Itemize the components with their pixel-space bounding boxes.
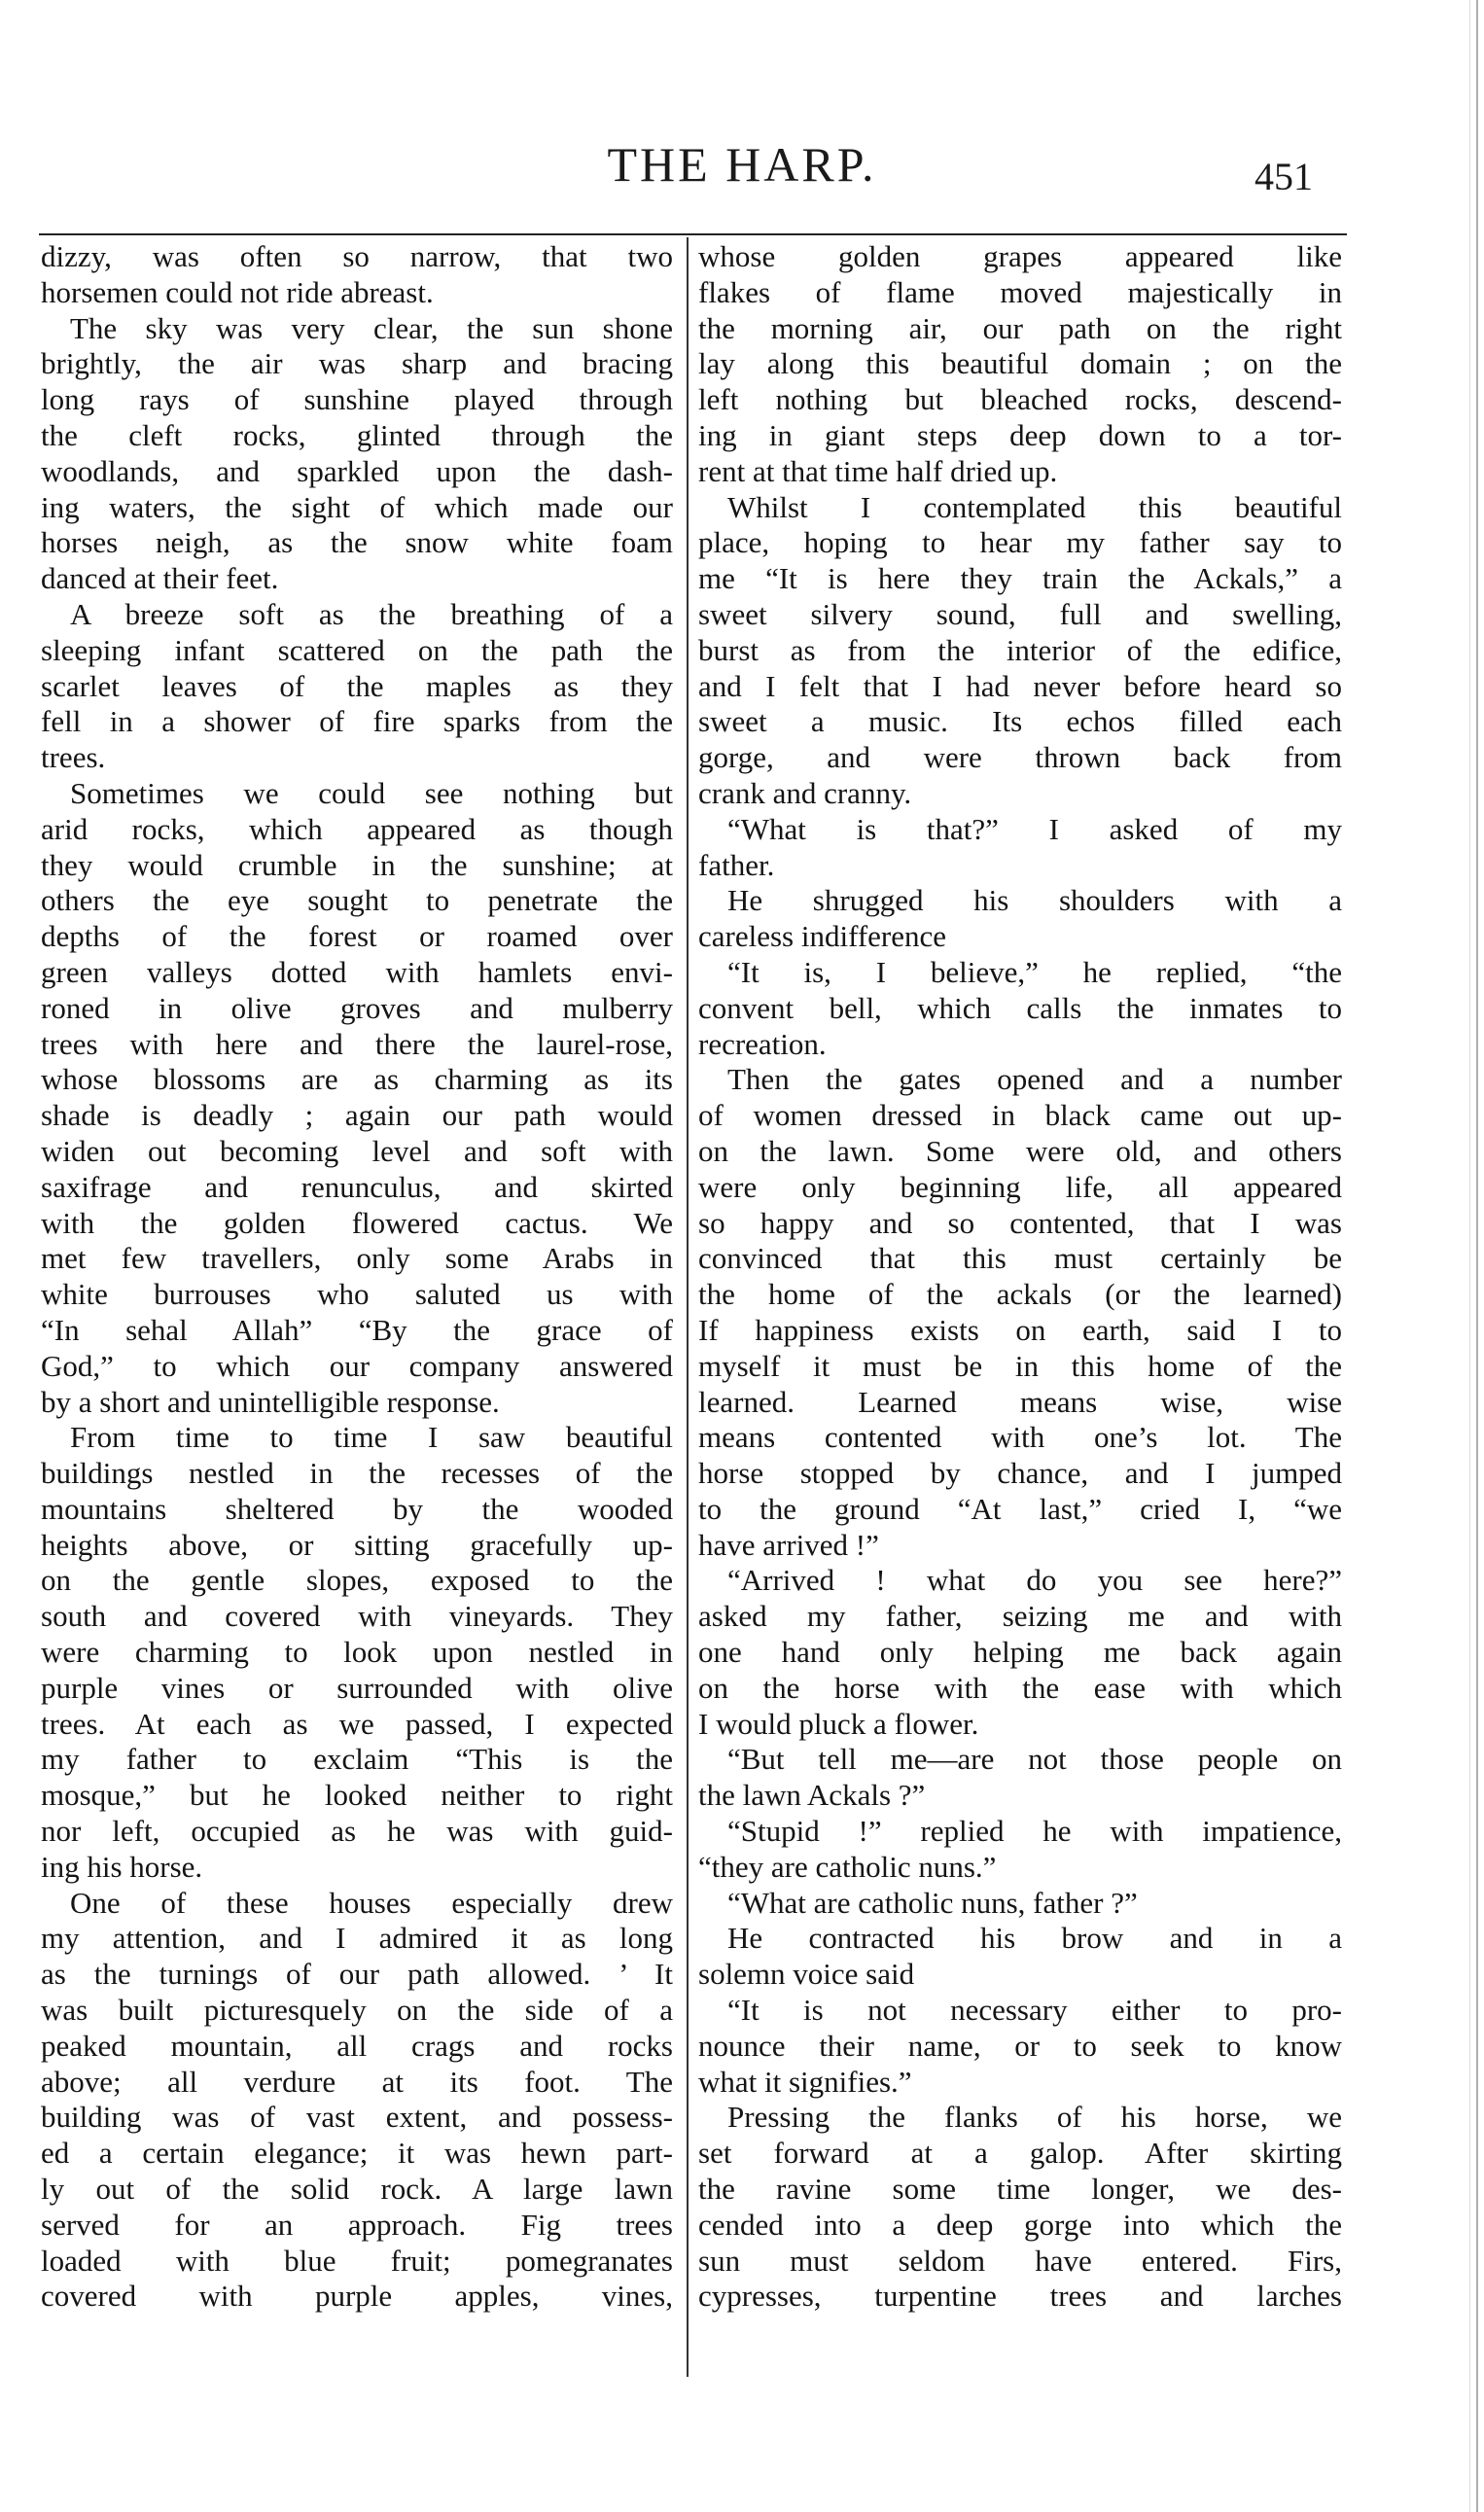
text-line: flakes of flame moved majestically in: [698, 274, 1342, 309]
text-line: covered with purple apples, vines,: [41, 2279, 673, 2314]
text-line: mosque,” but he looked neither to right: [41, 1778, 673, 1813]
text-line: on the horse with the ease with which: [698, 1670, 1342, 1705]
text-line: sleeping infant scattered on the path the: [41, 632, 673, 667]
text-line: with the golden flowered cactus. We: [41, 1205, 673, 1240]
text-line: ing in giant steps deep down to a tor-: [698, 417, 1342, 452]
text-line: whose blossoms are as charming as its: [41, 1062, 673, 1097]
text-line: trees.: [41, 740, 106, 775]
text-line: woodlands, and sparkled upon the dash-: [41, 453, 673, 488]
text-line: The sky was very clear, the sun shone: [70, 310, 673, 345]
text-line: careless indifference: [698, 919, 947, 954]
text-line: shade is deadly ; again our path would: [41, 1098, 673, 1133]
text-line: crank and cranny.: [698, 775, 912, 810]
text-line: above; all verdure at its foot. The: [41, 2064, 673, 2099]
text-line: the morning air, our path on the right: [698, 310, 1342, 345]
text-line: Whilst I contemplated this beautiful: [727, 489, 1342, 524]
text-line: met few travellers, only some Arabs in: [41, 1241, 673, 1276]
text-line: arid rocks, which appeared as though: [41, 811, 673, 846]
text-line: one hand only helping me back again: [698, 1635, 1342, 1670]
text-line: father.: [698, 847, 775, 882]
text-line: God,” to which our company answered: [41, 1348, 673, 1383]
text-line: on the lawn. Some were old, and others: [698, 1133, 1342, 1168]
text-line: means contented with one’s lot. The: [698, 1420, 1342, 1455]
text-line: “Stupid !” replied he with impatience,: [727, 1814, 1342, 1849]
text-line: brightly, the air was sharp and bracing: [41, 346, 673, 381]
text-line: the home of the ackals (or the learned): [698, 1277, 1342, 1312]
text-line: solemn voice said: [698, 1957, 915, 1992]
text-line: place, hoping to hear my father say to: [698, 525, 1342, 560]
text-line: sun must seldom have entered. Firs,: [698, 2243, 1342, 2278]
text-line: were only beginning life, all appeared: [698, 1169, 1342, 1204]
text-line: served for an approach. Fig trees: [41, 2207, 673, 2242]
text-line: nor left, occupied as he was with guid-: [41, 1814, 673, 1849]
text-line: burst as from the interior of the edifice,: [698, 632, 1342, 667]
column-divider: [687, 237, 689, 2377]
text-line: south and covered with vineyards. They: [41, 1599, 673, 1634]
text-line: danced at their feet.: [41, 561, 279, 596]
text-line: ly out of the solid rock. A large lawn: [41, 2172, 673, 2207]
text-line: the lawn Ackals ?”: [698, 1778, 926, 1813]
text-line: purple vines or surrounded with olive: [41, 1670, 673, 1705]
text-line: learned. Learned means wise, wise: [698, 1384, 1342, 1419]
text-line: the ravine some time longer, we des-: [698, 2172, 1342, 2207]
text-line: “But tell me—are not those people on: [727, 1742, 1342, 1777]
text-line: was built picturesquely on the side of a: [41, 1993, 673, 2028]
header-rule: [39, 233, 1347, 235]
text-line: so happy and so contented, that I was: [698, 1205, 1342, 1240]
text-line: convent bell, which calls the inmates to: [698, 990, 1342, 1025]
text-line: Sometimes we could see nothing but: [70, 775, 673, 810]
text-line: myself it must be in this home of the: [698, 1348, 1342, 1383]
text-line: building was of vast extent, and possess-: [41, 2100, 673, 2135]
text-line: horse stopped by chance, and I jumped: [698, 1456, 1342, 1491]
text-line: white burrouses who saluted us with: [41, 1277, 673, 1312]
text-line: He shrugged his shoulders with a: [727, 883, 1342, 918]
text-line: cended into a deep gorge into which the: [698, 2207, 1342, 2242]
text-line: dizzy, was often so narrow, that two: [41, 239, 673, 273]
text-line: me “It is here they train the Ackals,” a: [698, 561, 1342, 596]
text-line: were charming to look upon nestled in: [41, 1635, 673, 1670]
text-line: others the eye sought to penetrate the: [41, 883, 673, 918]
text-line: and I felt that I had never before heard so: [698, 668, 1342, 703]
text-line: trees. At each as we passed, I expected: [41, 1706, 673, 1741]
text-line: buildings nestled in the recesses of the: [41, 1456, 673, 1491]
text-column-left: [41, 239, 673, 2315]
text-line: “It is not necessary either to pro-: [727, 1993, 1342, 2028]
text-line: I would pluck a flower.: [698, 1706, 979, 1741]
text-line: my father to exclaim “This is the: [41, 1742, 673, 1777]
text-line: “Arrived ! what do you see here?”: [727, 1563, 1342, 1598]
text-line: widen out becoming level and soft with: [41, 1133, 673, 1168]
text-line: my attention, and I admired it as long: [41, 1921, 673, 1956]
text-line: horsemen could not ride abreast.: [41, 274, 434, 309]
text-line: Pressing the flanks of his horse, we: [727, 2100, 1342, 2135]
text-line: cypresses, turpentine trees and larches: [698, 2279, 1342, 2314]
text-line: ing his horse.: [41, 1849, 203, 1884]
text-line: sweet silvery sound, full and swelling,: [698, 596, 1342, 631]
text-line: From time to time I saw beautiful: [70, 1420, 673, 1455]
page-edge-shadow: [1476, 0, 1478, 2512]
text-line: green valleys dotted with hamlets envi-: [41, 954, 673, 989]
text-line: rent at that time half dried up.: [698, 453, 1058, 488]
text-line: “What is that?” I asked of my: [727, 811, 1342, 846]
text-line: “In sehal Allah” “By the grace of: [41, 1312, 673, 1347]
text-line: Then the gates opened and a number: [727, 1062, 1342, 1097]
text-line: trees with here and there the laurel-rose,: [41, 1026, 673, 1061]
running-header-title: THE HARP.: [607, 137, 877, 192]
text-line: ed a certain elegance; it was hewn part-: [41, 2136, 673, 2171]
text-line: saxifrage and renunculus, and skirted: [41, 1169, 673, 1204]
text-line: to the ground “At last,” cried I, “we: [698, 1491, 1342, 1526]
text-line: left nothing but bleached rocks, descend-: [698, 382, 1342, 417]
page-edge-line: [1469, 0, 1470, 2512]
text-line: on the gentle slopes, exposed to the: [41, 1563, 673, 1598]
text-line: fell in a shower of fire sparks from the: [41, 704, 673, 739]
text-line: nounce their name, or to seek to know: [698, 2028, 1342, 2063]
text-line: of women dressed in black came out up-: [698, 1098, 1342, 1133]
text-line: by a short and unintelligible response.: [41, 1384, 500, 1419]
text-line: depths of the forest or roamed over: [41, 919, 673, 954]
text-line: A breeze soft as the breathing of a: [70, 596, 673, 631]
text-line: recreation.: [698, 1026, 827, 1061]
text-column-right: [698, 239, 1342, 2315]
text-line: gorge, and were thrown back from: [698, 740, 1342, 775]
text-line: set forward at a galop. After skirting: [698, 2136, 1342, 2171]
text-line: loaded with blue fruit; pomegranates: [41, 2243, 673, 2278]
text-line: roned in olive groves and mulberry: [41, 990, 673, 1025]
text-line: “It is, I believe,” he replied, “the: [727, 954, 1342, 989]
text-line: long rays of sunshine played through: [41, 382, 673, 417]
text-line: the cleft rocks, glinted through the: [41, 417, 673, 452]
text-line: peaked mountain, all crags and rocks: [41, 2028, 673, 2063]
text-line: they would crumble in the sunshine; at: [41, 847, 673, 882]
text-line: have arrived !”: [698, 1527, 879, 1562]
text-line: lay along this beautiful domain ; on the: [698, 346, 1342, 381]
text-line: “they are catholic nuns.”: [698, 1849, 997, 1884]
text-line: One of these houses especially drew: [70, 1885, 673, 1920]
text-line: as the turnings of our path allowed. ’ It: [41, 1957, 673, 1992]
text-line: what it signifies.”: [698, 2064, 912, 2099]
text-line: mountains sheltered by the wooded: [41, 1491, 673, 1526]
text-line: asked my father, seizing me and with: [698, 1599, 1342, 1634]
text-line: scarlet leaves of the maples as they: [41, 668, 673, 703]
text-line: If happiness exists on earth, said I to: [698, 1312, 1342, 1347]
text-line: sweet a music. Its echos filled each: [698, 704, 1342, 739]
text-line: He contracted his brow and in a: [727, 1921, 1342, 1956]
text-line: convinced that this must certainly be: [698, 1241, 1342, 1276]
page-number: 451: [1254, 155, 1313, 198]
text-line: ing waters, the sight of which made our: [41, 489, 673, 524]
text-line: heights above, or sitting gracefully up-: [41, 1527, 673, 1562]
text-line: horses neigh, as the snow white foam: [41, 525, 673, 560]
text-line: “What are catholic nuns, father ?”: [727, 1885, 1138, 1920]
text-line: whose golden grapes appeared like: [698, 239, 1342, 273]
